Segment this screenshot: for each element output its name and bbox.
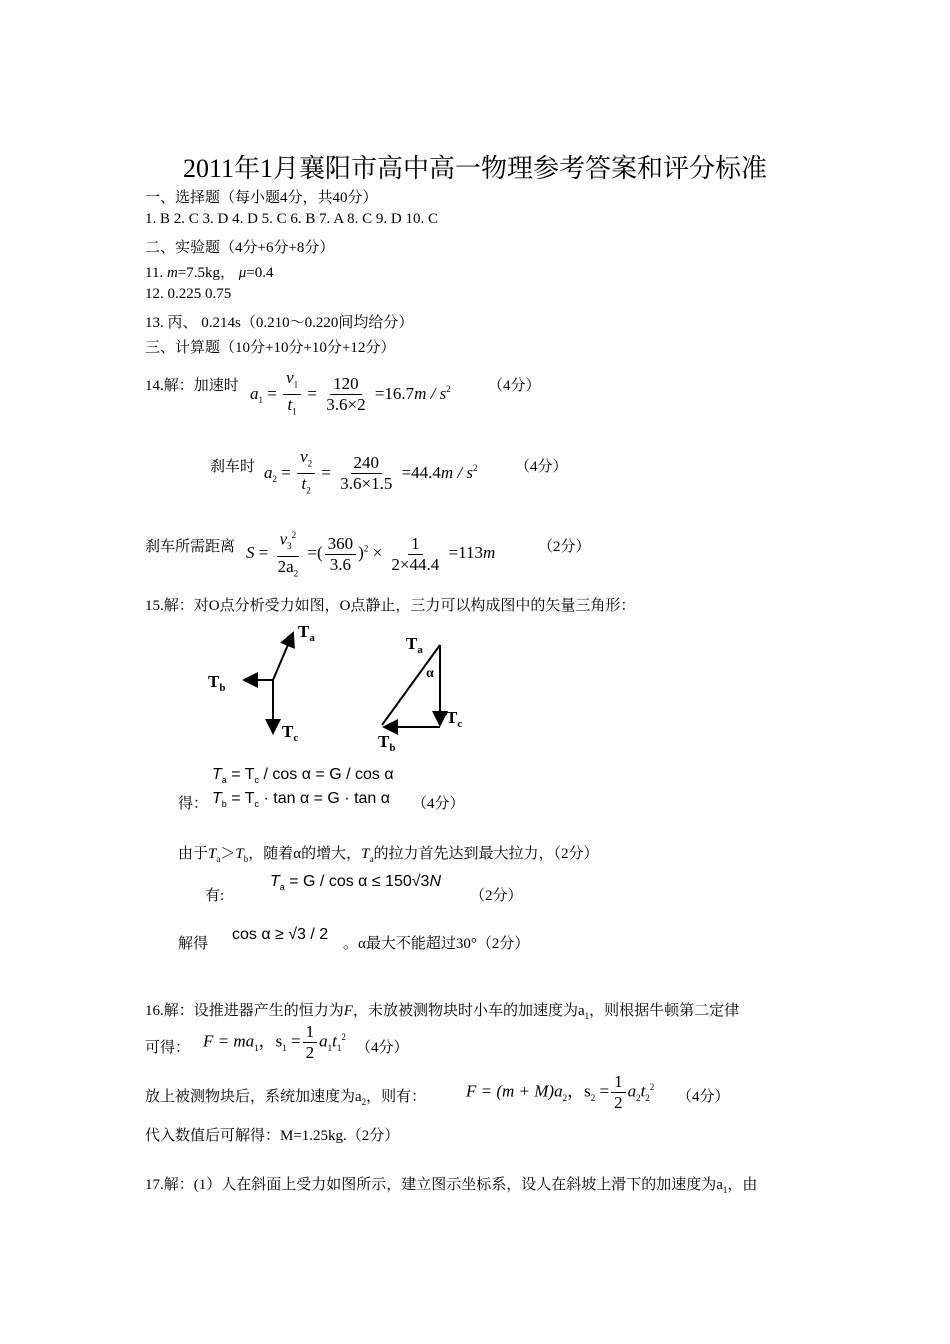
q14-brake-eq: $a_2$ = $\frac{v_2}{t_2}$ = $\frac{240}{3.6\times 1.5}$ $=44.4m / s^2$ (264, 447, 478, 496)
section-calc: 三、计算题（10分+10分+10分+12分） (145, 340, 396, 356)
q14-score-1: （4分） (488, 378, 541, 394)
q14-score-2: （4分） (515, 459, 568, 475)
q14-dist-label: 刹车所需距离 (145, 539, 236, 555)
q16-line1: 16.解：设推进器产生的恒力为F，未放被测物块时小车的加速度为$a_1$，则根据牛顿第二定律 (145, 1003, 740, 1021)
label-tb-2: $T_b$ (378, 732, 396, 754)
q15-conclusion: 。α最大不能超过30°（2分） (343, 936, 530, 952)
q15-eq-tb: $T_b = T_c \cdot \tan \alpha = G \cdot \tan \alpha$ (212, 790, 391, 810)
choice-answers: 1. B 2. C 3. D 4. D 5. C 6. B 7. A 8. C 9. D 10. C (145, 211, 438, 227)
q16-eq1: $F = ma_1$，$s_1$ = $\frac{1}{2}$ $a_1t_1^2$ (203, 1022, 346, 1062)
q16-line3: 放上被测物块后，系统加速度为$a_2$，则有： (145, 1089, 427, 1107)
label-ta: $T_a$ (298, 622, 315, 644)
q15-you: 有: (205, 888, 225, 904)
q14-score-3: （2分） (538, 539, 591, 555)
q14-dist-eq: S = $\frac{v_3^2}{2a_2}$ =( $\frac{360}{3.6}$ )$^2$ × $\frac{1}{2\times 44.4}$ =113m (246, 525, 495, 583)
answer-13: 13. 丙、 0.214s（0.210～0.220间均给分） (145, 315, 414, 331)
label-alpha: α (426, 666, 434, 681)
page-title: 2011年1月襄阳市高中高一物理参考答案和评分标准 (182, 154, 768, 183)
q15-de: 得： (178, 796, 209, 812)
answer-12: 12. 0.225 0.75 (145, 286, 232, 302)
force-diagram (200, 615, 490, 755)
label-tc-2: $T_c$ (446, 708, 463, 730)
q15-score-1: （4分） (412, 796, 465, 812)
q16-line2-label: 可得： (145, 1040, 191, 1056)
label-tb: $T_b$ (208, 672, 226, 694)
q15-score-2: （2分） (470, 888, 523, 904)
q15-cos-ineq: cos α ≥ √3 / 2 (232, 926, 329, 943)
q15-ineq: $T_a = G / \cos \alpha \le 150√3N$ (270, 873, 442, 893)
q14-accel-eq: $a_1$ = $\frac{v_1}{t_1}$ = $\frac{120}{3.6\times 2}$ $=16.7m / s^2$ (250, 368, 451, 417)
answer-11: 11. m=7.5kg， μ=0.4 (145, 265, 274, 281)
label-ta-2: $T_a$ (406, 634, 423, 656)
section-choice: 一、选择题（每小题4分，共40分） (145, 190, 378, 206)
q16-line4: 代入数值后可解得：M=1.25kg.（2分） (145, 1128, 400, 1144)
q16-score-1: （4分） (356, 1040, 409, 1056)
triangle-ta-side (382, 645, 440, 725)
q15-because: 由于$T_a>T_b$，随着α的增大，$T_a$的拉力首先达到最大拉力，（2分） (178, 846, 599, 864)
force-ta-arrow (273, 633, 293, 680)
section-experiment: 二、实验题（4分+6分+8分） (145, 240, 335, 256)
q16-eq2: $F = (m + M)a_2$，$s_2$ = $\frac{1}{2}$ $a_2t_2^2$ (466, 1072, 655, 1112)
q16-score-2: （4分） (677, 1089, 730, 1105)
q17-line1: 17.解：(1）人在斜面上受力如图所示，建立图示坐标系，设人在斜坡上滑下的加速度为$a_1$，由 (145, 1177, 758, 1195)
q15-intro: 15.解：对O点分析受力如图，O点静止，三力可以构成图中的矢量三角形： (145, 598, 636, 614)
q14-brake-label: 刹车时 (210, 459, 256, 475)
label-tc: $T_c$ (282, 722, 299, 744)
q14-accel-label: 14.解：加速时 (145, 378, 239, 394)
q15-jiede: 解得 (178, 936, 209, 952)
q15-eq-ta: $T_a = T_c / \cos \alpha = G / \cos \alpha$ (212, 766, 394, 786)
